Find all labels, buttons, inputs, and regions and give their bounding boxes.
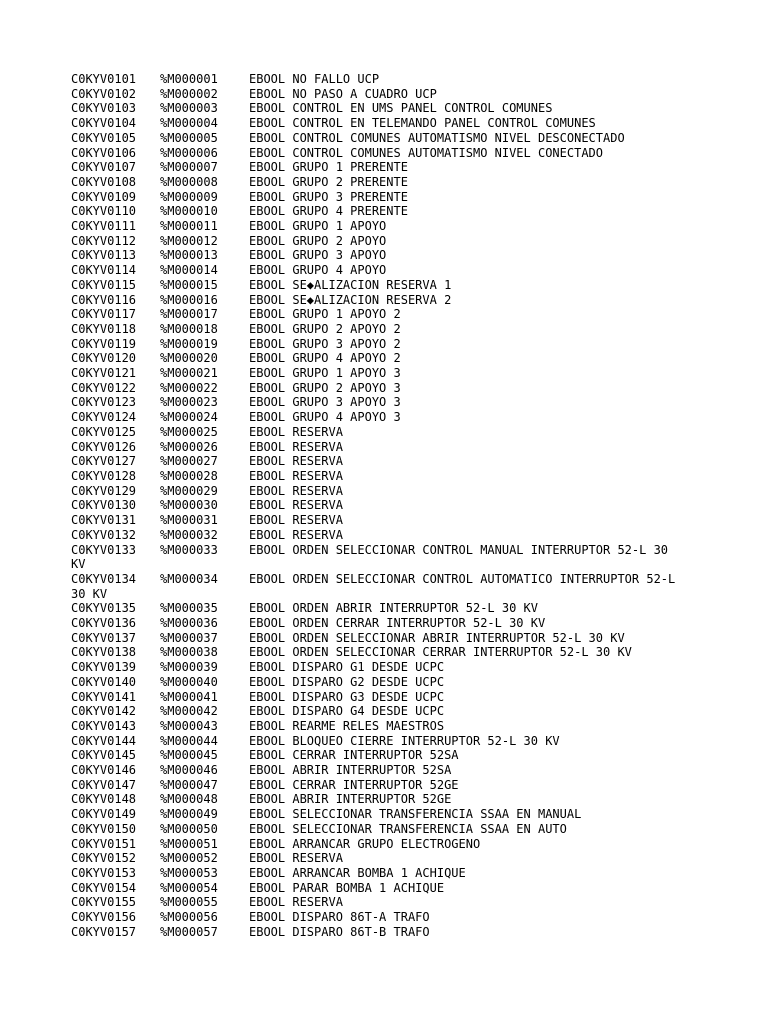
list-item bbox=[71, 395, 699, 410]
variable-tag: C0KYV0120 bbox=[71, 351, 137, 366]
memory-address: %M000022 bbox=[160, 380, 218, 395]
list-item bbox=[71, 543, 699, 558]
variable-tag: C0KYV0134 bbox=[71, 571, 137, 586]
variable-tag: C0KYV0126 bbox=[71, 439, 137, 454]
memory-address: %M000023 bbox=[160, 395, 218, 410]
list-item bbox=[71, 572, 699, 587]
variable-description: EBOOL ORDEN SELECCIONAR CERRAR INTERRUPTOR 52-L 30 KV bbox=[249, 645, 632, 660]
list-item bbox=[71, 513, 699, 528]
memory-address: %M000009 bbox=[160, 189, 218, 204]
variable-tag: C0KYV0117 bbox=[71, 307, 137, 322]
variable-tag: C0KYV0113 bbox=[71, 248, 137, 263]
list-item bbox=[71, 484, 699, 499]
list-item bbox=[71, 425, 699, 440]
memory-address: %M000045 bbox=[160, 748, 218, 763]
variable-description: EBOOL CONTROL EN TELEMANDO PANEL CONTROL COMUNES bbox=[249, 116, 596, 131]
variable-description: EBOOL RESERVA bbox=[249, 439, 343, 454]
list-item bbox=[71, 734, 699, 749]
variable-tag: C0KYV0128 bbox=[71, 468, 137, 483]
variable-description: EBOOL ARRANCAR GRUPO ELECTROGENO bbox=[249, 836, 481, 851]
variable-tag: C0KYV0111 bbox=[71, 219, 137, 234]
variable-description: EBOOL SELECCIONAR TRANSFERENCIA SSAA EN MANUAL bbox=[249, 807, 582, 822]
memory-address: %M000054 bbox=[160, 880, 218, 895]
variable-description: EBOOL ORDEN SELECCIONAR CONTROL AUTOMATICO INTERRUPTOR 52-L bbox=[249, 571, 676, 586]
list-item bbox=[71, 351, 699, 366]
variable-description: EBOOL GRUPO 3 APOYO 3 bbox=[249, 395, 401, 410]
list-item bbox=[71, 748, 699, 763]
memory-address: %M000039 bbox=[160, 660, 218, 675]
variable-tag: C0KYV0138 bbox=[71, 645, 137, 660]
list-item bbox=[71, 822, 699, 837]
description-continuation: 30 KV bbox=[71, 586, 108, 601]
variable-description: EBOOL DISPARO 86T-A TRAFO bbox=[249, 910, 430, 925]
variable-description: EBOOL RESERVA bbox=[249, 498, 343, 513]
variable-tag: C0KYV0118 bbox=[71, 321, 137, 336]
variable-description: EBOOL GRUPO 2 APOYO 3 bbox=[249, 380, 401, 395]
list-item bbox=[71, 204, 699, 219]
variable-tag: C0KYV0127 bbox=[71, 454, 137, 469]
variable-tag: C0KYV0123 bbox=[71, 395, 137, 410]
list-item bbox=[71, 410, 699, 425]
memory-address: %M000044 bbox=[160, 733, 218, 748]
list-item bbox=[71, 381, 699, 396]
variable-description: EBOOL ARRANCAR BOMBA 1 ACHIQUE bbox=[249, 865, 466, 880]
variable-tag: C0KYV0143 bbox=[71, 718, 137, 733]
memory-address: %M000032 bbox=[160, 527, 218, 542]
memory-address: %M000042 bbox=[160, 704, 218, 719]
list-item bbox=[71, 881, 699, 896]
variable-description: EBOOL RESERVA bbox=[249, 454, 343, 469]
variable-tag: C0KYV0115 bbox=[71, 277, 137, 292]
memory-address: %M000052 bbox=[160, 851, 218, 866]
list-item bbox=[71, 807, 699, 822]
variable-tag: C0KYV0102 bbox=[71, 86, 137, 101]
list-item bbox=[71, 116, 699, 131]
memory-address: %M000043 bbox=[160, 718, 218, 733]
variable-tag: C0KYV0155 bbox=[71, 895, 137, 910]
list-item bbox=[71, 631, 699, 646]
variable-description: EBOOL GRUPO 3 APOYO 2 bbox=[249, 336, 401, 351]
list-item bbox=[71, 234, 699, 249]
variable-description: EBOOL SELECCIONAR TRANSFERENCIA SSAA EN AUTO bbox=[249, 821, 567, 836]
variable-description: EBOOL RESERVA bbox=[249, 895, 343, 910]
list-item bbox=[71, 101, 699, 116]
list-item bbox=[71, 910, 699, 925]
variable-tag: C0KYV0109 bbox=[71, 189, 137, 204]
variable-tag: C0KYV0125 bbox=[71, 424, 137, 439]
memory-address: %M000024 bbox=[160, 410, 218, 425]
list-item bbox=[71, 851, 699, 866]
memory-address: %M000055 bbox=[160, 895, 218, 910]
variable-tag: C0KYV0103 bbox=[71, 101, 137, 116]
variable-tag: C0KYV0142 bbox=[71, 704, 137, 719]
memory-address: %M000028 bbox=[160, 468, 218, 483]
memory-address: %M000013 bbox=[160, 248, 218, 263]
variable-description: EBOOL REARME RELES MAESTROS bbox=[249, 718, 445, 733]
variable-listing bbox=[71, 72, 699, 939]
variable-description: EBOOL ORDEN CERRAR INTERRUPTOR 52-L 30 KV bbox=[249, 616, 546, 631]
variable-description: EBOOL DISPARO 86T-B TRAFO bbox=[249, 924, 430, 939]
list-item bbox=[71, 146, 699, 161]
variable-description: EBOOL RESERVA bbox=[249, 851, 343, 866]
variable-description: EBOOL SE◆ALIZACION RESERVA 1 bbox=[249, 277, 452, 292]
memory-address: %M000019 bbox=[160, 336, 218, 351]
list-item bbox=[71, 440, 699, 455]
variable-tag: C0KYV0146 bbox=[71, 763, 137, 778]
variable-description: EBOOL ABRIR INTERRUPTOR 52GE bbox=[249, 792, 452, 807]
variable-description: EBOOL CERRAR INTERRUPTOR 52GE bbox=[249, 777, 459, 792]
variable-tag: C0KYV0101 bbox=[71, 72, 137, 86]
variable-description: EBOOL GRUPO 1 APOYO 3 bbox=[249, 366, 401, 381]
variable-description: EBOOL NO FALLO UCP bbox=[249, 72, 380, 86]
variable-tag: C0KYV0119 bbox=[71, 336, 137, 351]
memory-address: %M000051 bbox=[160, 836, 218, 851]
list-item bbox=[71, 454, 699, 469]
variable-tag: C0KYV0156 bbox=[71, 910, 137, 925]
memory-address: %M000056 bbox=[160, 910, 218, 925]
memory-address: %M000049 bbox=[160, 807, 218, 822]
memory-address: %M000031 bbox=[160, 513, 218, 528]
variable-description: EBOOL DISPARO G3 DESDE UCPC bbox=[249, 689, 445, 704]
variable-tag: C0KYV0136 bbox=[71, 616, 137, 631]
list-item bbox=[71, 866, 699, 881]
variable-tag: C0KYV0124 bbox=[71, 410, 137, 425]
list-item bbox=[71, 190, 699, 205]
list-item bbox=[71, 792, 699, 807]
memory-address: %M000046 bbox=[160, 763, 218, 778]
list-item bbox=[71, 690, 699, 705]
variable-tag: C0KYV0135 bbox=[71, 601, 137, 616]
list-item bbox=[71, 160, 699, 175]
memory-address: %M000057 bbox=[160, 924, 218, 939]
memory-address: %M000033 bbox=[160, 542, 218, 557]
list-item bbox=[71, 675, 699, 690]
list-item bbox=[71, 895, 699, 910]
variable-description: EBOOL GRUPO 2 PRERENTE bbox=[249, 174, 408, 189]
variable-tag: C0KYV0130 bbox=[71, 498, 137, 513]
memory-address: %M000021 bbox=[160, 366, 218, 381]
variable-description: EBOOL GRUPO 1 PRERENTE bbox=[249, 160, 408, 175]
memory-address: %M000047 bbox=[160, 777, 218, 792]
variable-description: EBOOL GRUPO 1 APOYO bbox=[249, 219, 387, 234]
list-item bbox=[71, 278, 699, 293]
list-item bbox=[71, 925, 699, 940]
variable-description: EBOOL GRUPO 4 APOYO 3 bbox=[249, 410, 401, 425]
variable-description: EBOOL RESERVA bbox=[249, 513, 343, 528]
variable-tag: C0KYV0121 bbox=[71, 366, 137, 381]
list-item bbox=[71, 837, 699, 852]
variable-description: EBOOL BLOQUEO CIERRE INTERRUPTOR 52-L 30 KV bbox=[249, 733, 560, 748]
variable-tag: C0KYV0150 bbox=[71, 821, 137, 836]
variable-tag: C0KYV0104 bbox=[71, 116, 137, 131]
variable-tag: C0KYV0157 bbox=[71, 924, 137, 939]
variable-description: EBOOL RESERVA bbox=[249, 424, 343, 439]
variable-description: EBOOL ORDEN ABRIR INTERRUPTOR 52-L 30 KV bbox=[249, 601, 538, 616]
list-item bbox=[71, 293, 699, 308]
list-item bbox=[71, 645, 699, 660]
list-item bbox=[71, 72, 699, 87]
variable-description: EBOOL CERRAR INTERRUPTOR 52SA bbox=[249, 748, 459, 763]
variable-tag: C0KYV0106 bbox=[71, 145, 137, 160]
memory-address: %M000053 bbox=[160, 865, 218, 880]
variable-tag: C0KYV0131 bbox=[71, 513, 137, 528]
variable-description: EBOOL RESERVA bbox=[249, 527, 343, 542]
variable-tag: C0KYV0139 bbox=[71, 660, 137, 675]
memory-address: %M000016 bbox=[160, 292, 218, 307]
variable-description: EBOOL DISPARO G4 DESDE UCPC bbox=[249, 704, 445, 719]
variable-description: EBOOL GRUPO 3 APOYO bbox=[249, 248, 387, 263]
list-item bbox=[71, 337, 699, 352]
memory-address: %M000002 bbox=[160, 86, 218, 101]
variable-description: EBOOL ORDEN SELECCIONAR ABRIR INTERRUPTOR 52-L 30 KV bbox=[249, 630, 625, 645]
memory-address: %M000006 bbox=[160, 145, 218, 160]
variable-description: EBOOL CONTROL EN UMS PANEL CONTROL COMUNES bbox=[249, 101, 553, 116]
list-item bbox=[71, 263, 699, 278]
variable-description: EBOOL RESERVA bbox=[249, 468, 343, 483]
variable-tag: C0KYV0148 bbox=[71, 792, 137, 807]
variable-description: EBOOL DISPARO G1 DESDE UCPC bbox=[249, 660, 445, 675]
variable-description: EBOOL GRUPO 3 PRERENTE bbox=[249, 189, 408, 204]
memory-address: %M000035 bbox=[160, 601, 218, 616]
variable-tag: C0KYV0140 bbox=[71, 674, 137, 689]
list-item bbox=[71, 778, 699, 793]
memory-address: %M000026 bbox=[160, 439, 218, 454]
variable-description: EBOOL GRUPO 4 PRERENTE bbox=[249, 204, 408, 219]
description-continuation: KV bbox=[71, 557, 86, 572]
variable-tag: C0KYV0132 bbox=[71, 527, 137, 542]
variable-description: EBOOL CONTROL COMUNES AUTOMATISMO NIVEL DESCONECTADO bbox=[249, 130, 625, 145]
memory-address: %M000010 bbox=[160, 204, 218, 219]
memory-address: %M000008 bbox=[160, 174, 218, 189]
memory-address: %M000038 bbox=[160, 645, 218, 660]
variable-tag: C0KYV0147 bbox=[71, 777, 137, 792]
memory-address: %M000007 bbox=[160, 160, 218, 175]
memory-address: %M000030 bbox=[160, 498, 218, 513]
list-item bbox=[71, 763, 699, 778]
variable-description: EBOOL GRUPO 1 APOYO 2 bbox=[249, 307, 401, 322]
variable-tag: C0KYV0107 bbox=[71, 160, 137, 175]
variable-description: EBOOL SE◆ALIZACION RESERVA 2 bbox=[249, 292, 452, 307]
memory-address: %M000037 bbox=[160, 630, 218, 645]
variable-description: EBOOL RESERVA bbox=[249, 483, 343, 498]
variable-tag: C0KYV0114 bbox=[71, 263, 137, 278]
memory-address: %M000004 bbox=[160, 116, 218, 131]
list-item bbox=[71, 366, 699, 381]
memory-address: %M000018 bbox=[160, 321, 218, 336]
list-item bbox=[71, 219, 699, 234]
list-item bbox=[71, 322, 699, 337]
list-item bbox=[71, 131, 699, 146]
memory-address: %M000050 bbox=[160, 821, 218, 836]
variable-tag: C0KYV0116 bbox=[71, 292, 137, 307]
memory-address: %M000001 bbox=[160, 72, 218, 86]
list-item bbox=[71, 601, 699, 616]
list-item bbox=[71, 660, 699, 675]
variable-description: EBOOL PARAR BOMBA 1 ACHIQUE bbox=[249, 880, 445, 895]
variable-tag: C0KYV0133 bbox=[71, 542, 137, 557]
variable-description: EBOOL NO PASO A CUADRO UCP bbox=[249, 86, 437, 101]
memory-address: %M000034 bbox=[160, 571, 218, 586]
variable-tag: C0KYV0152 bbox=[71, 851, 137, 866]
memory-address: %M000003 bbox=[160, 101, 218, 116]
list-item bbox=[71, 87, 699, 102]
variable-description: EBOOL GRUPO 2 APOYO bbox=[249, 233, 387, 248]
variable-tag: C0KYV0144 bbox=[71, 733, 137, 748]
memory-address: %M000029 bbox=[160, 483, 218, 498]
list-item bbox=[71, 719, 699, 734]
variable-tag: C0KYV0122 bbox=[71, 380, 137, 395]
variable-description: EBOOL ABRIR INTERRUPTOR 52SA bbox=[249, 763, 452, 778]
variable-tag: C0KYV0153 bbox=[71, 865, 137, 880]
list-item bbox=[71, 616, 699, 631]
variable-description: EBOOL CONTROL COMUNES AUTOMATISMO NIVEL CONECTADO bbox=[249, 145, 604, 160]
variable-tag: C0KYV0154 bbox=[71, 880, 137, 895]
memory-address: %M000040 bbox=[160, 674, 218, 689]
variable-tag: C0KYV0108 bbox=[71, 174, 137, 189]
variable-description: EBOOL GRUPO 4 APOYO 2 bbox=[249, 351, 401, 366]
variable-tag: C0KYV0105 bbox=[71, 130, 137, 145]
variable-description: EBOOL GRUPO 4 APOYO bbox=[249, 263, 387, 278]
memory-address: %M000015 bbox=[160, 277, 218, 292]
variable-tag: C0KYV0129 bbox=[71, 483, 137, 498]
memory-address: %M000041 bbox=[160, 689, 218, 704]
list-item bbox=[71, 498, 699, 513]
memory-address: %M000025 bbox=[160, 424, 218, 439]
memory-address: %M000048 bbox=[160, 792, 218, 807]
memory-address: %M000014 bbox=[160, 263, 218, 278]
variable-tag: C0KYV0112 bbox=[71, 233, 137, 248]
memory-address: %M000017 bbox=[160, 307, 218, 322]
list-item bbox=[71, 528, 699, 543]
list-item bbox=[71, 307, 699, 322]
memory-address: %M000005 bbox=[160, 130, 218, 145]
variable-tag: C0KYV0141 bbox=[71, 689, 137, 704]
variable-tag: C0KYV0149 bbox=[71, 807, 137, 822]
memory-address: %M000011 bbox=[160, 219, 218, 234]
memory-address: %M000012 bbox=[160, 233, 218, 248]
variable-tag: C0KYV0137 bbox=[71, 630, 137, 645]
list-item bbox=[71, 704, 699, 719]
list-item bbox=[71, 469, 699, 484]
list-item bbox=[71, 248, 699, 263]
memory-address: %M000027 bbox=[160, 454, 218, 469]
list-item bbox=[71, 175, 699, 190]
variable-tag: C0KYV0151 bbox=[71, 836, 137, 851]
variable-tag: C0KYV0145 bbox=[71, 748, 137, 763]
variable-description: EBOOL DISPARO G2 DESDE UCPC bbox=[249, 674, 445, 689]
variable-description: EBOOL GRUPO 2 APOYO 2 bbox=[249, 321, 401, 336]
memory-address: %M000036 bbox=[160, 616, 218, 631]
memory-address: %M000020 bbox=[160, 351, 218, 366]
variable-tag: C0KYV0110 bbox=[71, 204, 137, 219]
variable-description: EBOOL ORDEN SELECCIONAR CONTROL MANUAL INTERRUPTOR 52-L 30 bbox=[249, 542, 669, 557]
